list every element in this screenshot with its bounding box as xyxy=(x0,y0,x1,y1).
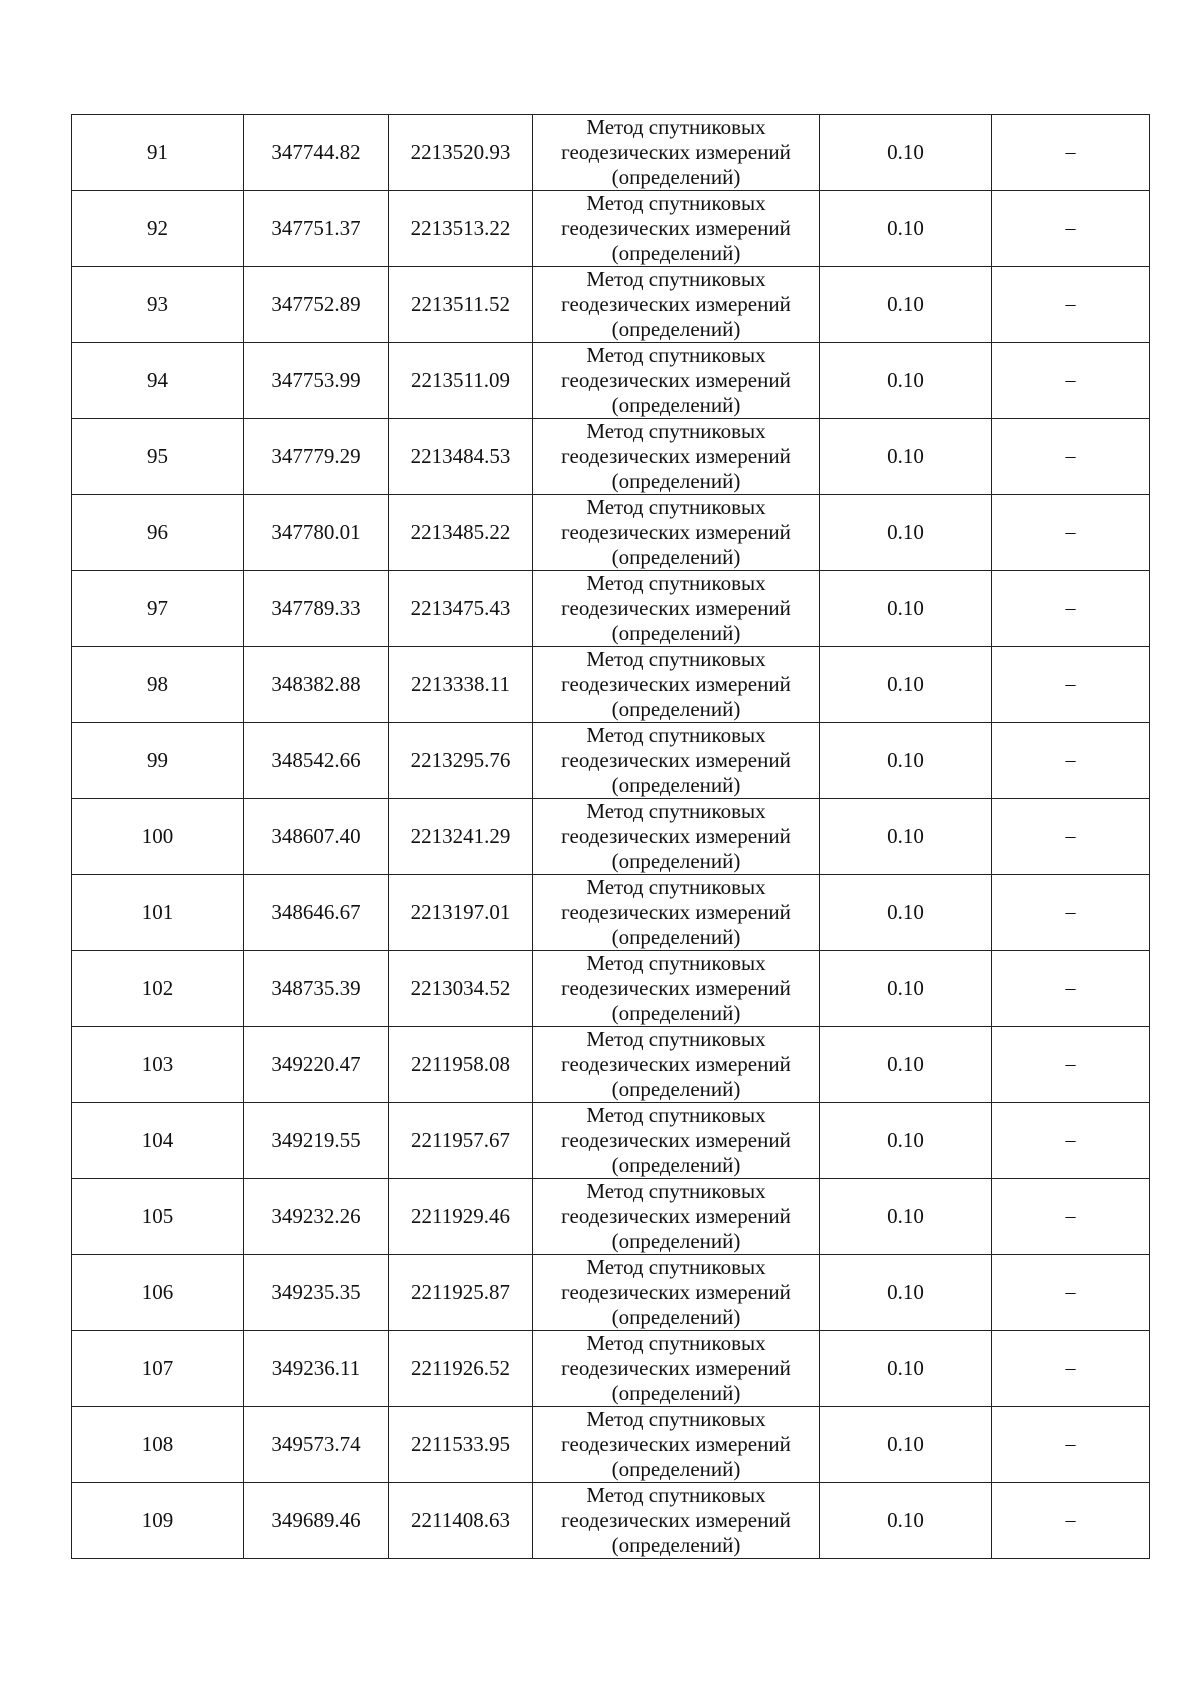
method-line: (определений) xyxy=(611,1533,741,1557)
table-row xyxy=(72,115,1150,191)
accuracy-cell: 0.10 xyxy=(820,1103,992,1179)
table-row xyxy=(72,1255,1150,1331)
method-line: геодезических измерений xyxy=(561,368,791,392)
description-cell: – xyxy=(992,571,1150,647)
method-line: Метод спутниковых xyxy=(586,115,766,139)
description-cell: – xyxy=(992,723,1150,799)
accuracy-cell: 0.10 xyxy=(820,191,992,267)
method-line: Метод спутниковых xyxy=(586,267,766,291)
point-number-cell: 95 xyxy=(72,419,244,495)
method-line: геодезических измерений xyxy=(561,520,791,544)
method-line: Метод спутниковых xyxy=(586,419,766,443)
table-row xyxy=(72,875,1150,951)
method-line: геодезических измерений xyxy=(561,900,791,924)
description-cell: – xyxy=(992,267,1150,343)
table-row xyxy=(72,1331,1150,1407)
point-number-cell: 107 xyxy=(72,1331,244,1407)
table-row xyxy=(72,951,1150,1027)
description-cell: – xyxy=(992,1255,1150,1331)
description-cell: – xyxy=(992,1483,1150,1559)
description-cell: – xyxy=(992,495,1150,571)
method-cell xyxy=(533,267,820,343)
method-line: геодезических измерений xyxy=(561,1052,791,1076)
table-row xyxy=(72,1103,1150,1179)
point-number-cell: 104 xyxy=(72,1103,244,1179)
method-line: Метод спутниковых xyxy=(586,1255,766,1279)
y-coordinate-cell: 2211926.52 xyxy=(389,1331,533,1407)
method-line: геодезических измерений xyxy=(561,1204,791,1228)
description-cell: – xyxy=(992,1027,1150,1103)
table-row xyxy=(72,799,1150,875)
point-number-cell: 99 xyxy=(72,723,244,799)
point-number-cell: 94 xyxy=(72,343,244,419)
x-coordinate-cell: 349236.11 xyxy=(244,1331,389,1407)
coordinates-table xyxy=(71,114,1150,1559)
accuracy-cell: 0.10 xyxy=(820,1407,992,1483)
point-number-cell: 101 xyxy=(72,875,244,951)
description-cell: – xyxy=(992,1331,1150,1407)
method-cell xyxy=(533,115,820,191)
y-coordinate-cell: 2213484.53 xyxy=(389,419,533,495)
method-line: (определений) xyxy=(611,925,741,949)
point-number-cell: 106 xyxy=(72,1255,244,1331)
description-cell: – xyxy=(992,1179,1150,1255)
y-coordinate-cell: 2211408.63 xyxy=(389,1483,533,1559)
y-coordinate-cell: 2211957.67 xyxy=(389,1103,533,1179)
accuracy-cell: 0.10 xyxy=(820,723,992,799)
method-line: Метод спутниковых xyxy=(586,495,766,519)
point-number-cell: 108 xyxy=(72,1407,244,1483)
method-cell xyxy=(533,571,820,647)
method-cell xyxy=(533,1407,820,1483)
method-line: Метод спутниковых xyxy=(586,951,766,975)
y-coordinate-cell: 2211929.46 xyxy=(389,1179,533,1255)
method-line: (определений) xyxy=(611,317,741,341)
y-coordinate-cell: 2213511.09 xyxy=(389,343,533,419)
x-coordinate-cell: 349232.26 xyxy=(244,1179,389,1255)
point-number-cell: 105 xyxy=(72,1179,244,1255)
x-coordinate-cell: 347779.29 xyxy=(244,419,389,495)
accuracy-cell: 0.10 xyxy=(820,647,992,723)
method-line: (определений) xyxy=(611,849,741,873)
x-coordinate-cell: 348646.67 xyxy=(244,875,389,951)
method-line: (определений) xyxy=(611,1153,741,1177)
method-cell xyxy=(533,1179,820,1255)
x-coordinate-cell: 349573.74 xyxy=(244,1407,389,1483)
accuracy-cell: 0.10 xyxy=(820,571,992,647)
y-coordinate-cell: 2213241.29 xyxy=(389,799,533,875)
method-cell xyxy=(533,1331,820,1407)
table-row xyxy=(72,647,1150,723)
method-line: геодезических измерений xyxy=(561,292,791,316)
accuracy-cell: 0.10 xyxy=(820,1331,992,1407)
point-number-cell: 92 xyxy=(72,191,244,267)
x-coordinate-cell: 349219.55 xyxy=(244,1103,389,1179)
y-coordinate-cell: 2213338.11 xyxy=(389,647,533,723)
method-cell xyxy=(533,343,820,419)
method-line: (определений) xyxy=(611,165,741,189)
method-line: Метод спутниковых xyxy=(586,723,766,747)
x-coordinate-cell: 349220.47 xyxy=(244,1027,389,1103)
table-row xyxy=(72,191,1150,267)
method-line: Метод спутниковых xyxy=(586,1103,766,1127)
y-coordinate-cell: 2211958.08 xyxy=(389,1027,533,1103)
method-line: Метод спутниковых xyxy=(586,875,766,899)
method-line: (определений) xyxy=(611,1457,741,1481)
method-line: Метод спутниковых xyxy=(586,1179,766,1203)
accuracy-cell: 0.10 xyxy=(820,495,992,571)
y-coordinate-cell: 2213513.22 xyxy=(389,191,533,267)
method-cell xyxy=(533,1483,820,1559)
method-line: (определений) xyxy=(611,545,741,569)
accuracy-cell: 0.10 xyxy=(820,115,992,191)
x-coordinate-cell: 347744.82 xyxy=(244,115,389,191)
table-row xyxy=(72,267,1150,343)
method-cell xyxy=(533,419,820,495)
y-coordinate-cell: 2213034.52 xyxy=(389,951,533,1027)
table-row xyxy=(72,343,1150,419)
table-row xyxy=(72,1179,1150,1255)
x-coordinate-cell: 349689.46 xyxy=(244,1483,389,1559)
description-cell: – xyxy=(992,115,1150,191)
point-number-cell: 102 xyxy=(72,951,244,1027)
method-line: Метод спутниковых xyxy=(586,1407,766,1431)
description-cell: – xyxy=(992,875,1150,951)
x-coordinate-cell: 347780.01 xyxy=(244,495,389,571)
x-coordinate-cell: 347751.37 xyxy=(244,191,389,267)
table-row xyxy=(72,495,1150,571)
x-coordinate-cell: 348542.66 xyxy=(244,723,389,799)
table-row xyxy=(72,723,1150,799)
accuracy-cell: 0.10 xyxy=(820,1255,992,1331)
method-line: геодезических измерений xyxy=(561,1128,791,1152)
point-number-cell: 109 xyxy=(72,1483,244,1559)
description-cell: – xyxy=(992,1103,1150,1179)
method-line: Метод спутниковых xyxy=(586,1027,766,1051)
table-row xyxy=(72,571,1150,647)
method-line: геодезических измерений xyxy=(561,596,791,620)
x-coordinate-cell: 348607.40 xyxy=(244,799,389,875)
y-coordinate-cell: 2211925.87 xyxy=(389,1255,533,1331)
accuracy-cell: 0.10 xyxy=(820,267,992,343)
description-cell: – xyxy=(992,951,1150,1027)
x-coordinate-cell: 347789.33 xyxy=(244,571,389,647)
accuracy-cell: 0.10 xyxy=(820,1179,992,1255)
method-line: Метод спутниковых xyxy=(586,191,766,215)
description-cell: – xyxy=(992,647,1150,723)
method-cell xyxy=(533,191,820,267)
table-row xyxy=(72,1483,1150,1559)
point-number-cell: 97 xyxy=(72,571,244,647)
method-line: Метод спутниковых xyxy=(586,1331,766,1355)
accuracy-cell: 0.10 xyxy=(820,343,992,419)
method-cell xyxy=(533,1027,820,1103)
description-cell: – xyxy=(992,191,1150,267)
method-line: Метод спутниковых xyxy=(586,799,766,823)
table-body xyxy=(72,115,1150,1559)
method-line: Метод спутниковых xyxy=(586,647,766,671)
y-coordinate-cell: 2213485.22 xyxy=(389,495,533,571)
method-cell xyxy=(533,951,820,1027)
method-line: Метод спутниковых xyxy=(586,343,766,367)
method-line: геодезических измерений xyxy=(561,1356,791,1380)
method-line: геодезических измерений xyxy=(561,444,791,468)
point-number-cell: 96 xyxy=(72,495,244,571)
method-line: геодезических измерений xyxy=(561,976,791,1000)
y-coordinate-cell: 2213197.01 xyxy=(389,875,533,951)
description-cell: – xyxy=(992,343,1150,419)
accuracy-cell: 0.10 xyxy=(820,1027,992,1103)
method-line: геодезических измерений xyxy=(561,1280,791,1304)
method-line: Метод спутниковых xyxy=(586,1483,766,1507)
y-coordinate-cell: 2213511.52 xyxy=(389,267,533,343)
x-coordinate-cell: 349235.35 xyxy=(244,1255,389,1331)
method-cell xyxy=(533,647,820,723)
method-line: (определений) xyxy=(611,1229,741,1253)
table-row xyxy=(72,419,1150,495)
point-number-cell: 100 xyxy=(72,799,244,875)
description-cell: – xyxy=(992,1407,1150,1483)
method-line: (определений) xyxy=(611,621,741,645)
method-cell xyxy=(533,799,820,875)
x-coordinate-cell: 347753.99 xyxy=(244,343,389,419)
method-line: (определений) xyxy=(611,1001,741,1025)
method-line: (определений) xyxy=(611,773,741,797)
accuracy-cell: 0.10 xyxy=(820,799,992,875)
accuracy-cell: 0.10 xyxy=(820,419,992,495)
y-coordinate-cell: 2213520.93 xyxy=(389,115,533,191)
method-line: (определений) xyxy=(611,241,741,265)
y-coordinate-cell: 2213295.76 xyxy=(389,723,533,799)
method-line: геодезических измерений xyxy=(561,1508,791,1532)
method-line: геодезических измерений xyxy=(561,824,791,848)
point-number-cell: 98 xyxy=(72,647,244,723)
method-line: геодезических измерений xyxy=(561,140,791,164)
table-row xyxy=(72,1407,1150,1483)
method-cell xyxy=(533,1255,820,1331)
method-line: (определений) xyxy=(611,1381,741,1405)
y-coordinate-cell: 2213475.43 xyxy=(389,571,533,647)
x-coordinate-cell: 348735.39 xyxy=(244,951,389,1027)
point-number-cell: 93 xyxy=(72,267,244,343)
method-line: (определений) xyxy=(611,393,741,417)
table-row xyxy=(72,1027,1150,1103)
method-line: (определений) xyxy=(611,1305,741,1329)
method-line: геодезических измерений xyxy=(561,216,791,240)
accuracy-cell: 0.10 xyxy=(820,1483,992,1559)
accuracy-cell: 0.10 xyxy=(820,951,992,1027)
method-line: геодезических измерений xyxy=(561,748,791,772)
y-coordinate-cell: 2211533.95 xyxy=(389,1407,533,1483)
description-cell: – xyxy=(992,799,1150,875)
method-cell xyxy=(533,1103,820,1179)
accuracy-cell: 0.10 xyxy=(820,875,992,951)
method-cell xyxy=(533,723,820,799)
method-line: Метод спутниковых xyxy=(586,571,766,595)
method-line: (определений) xyxy=(611,1077,741,1101)
method-line: (определений) xyxy=(611,469,741,493)
x-coordinate-cell: 348382.88 xyxy=(244,647,389,723)
point-number-cell: 103 xyxy=(72,1027,244,1103)
method-cell xyxy=(533,875,820,951)
x-coordinate-cell: 347752.89 xyxy=(244,267,389,343)
method-line: геодезических измерений xyxy=(561,1432,791,1456)
description-cell: – xyxy=(992,419,1150,495)
point-number-cell: 91 xyxy=(72,115,244,191)
method-line: геодезических измерений xyxy=(561,672,791,696)
method-line: (определений) xyxy=(611,697,741,721)
method-cell xyxy=(533,495,820,571)
